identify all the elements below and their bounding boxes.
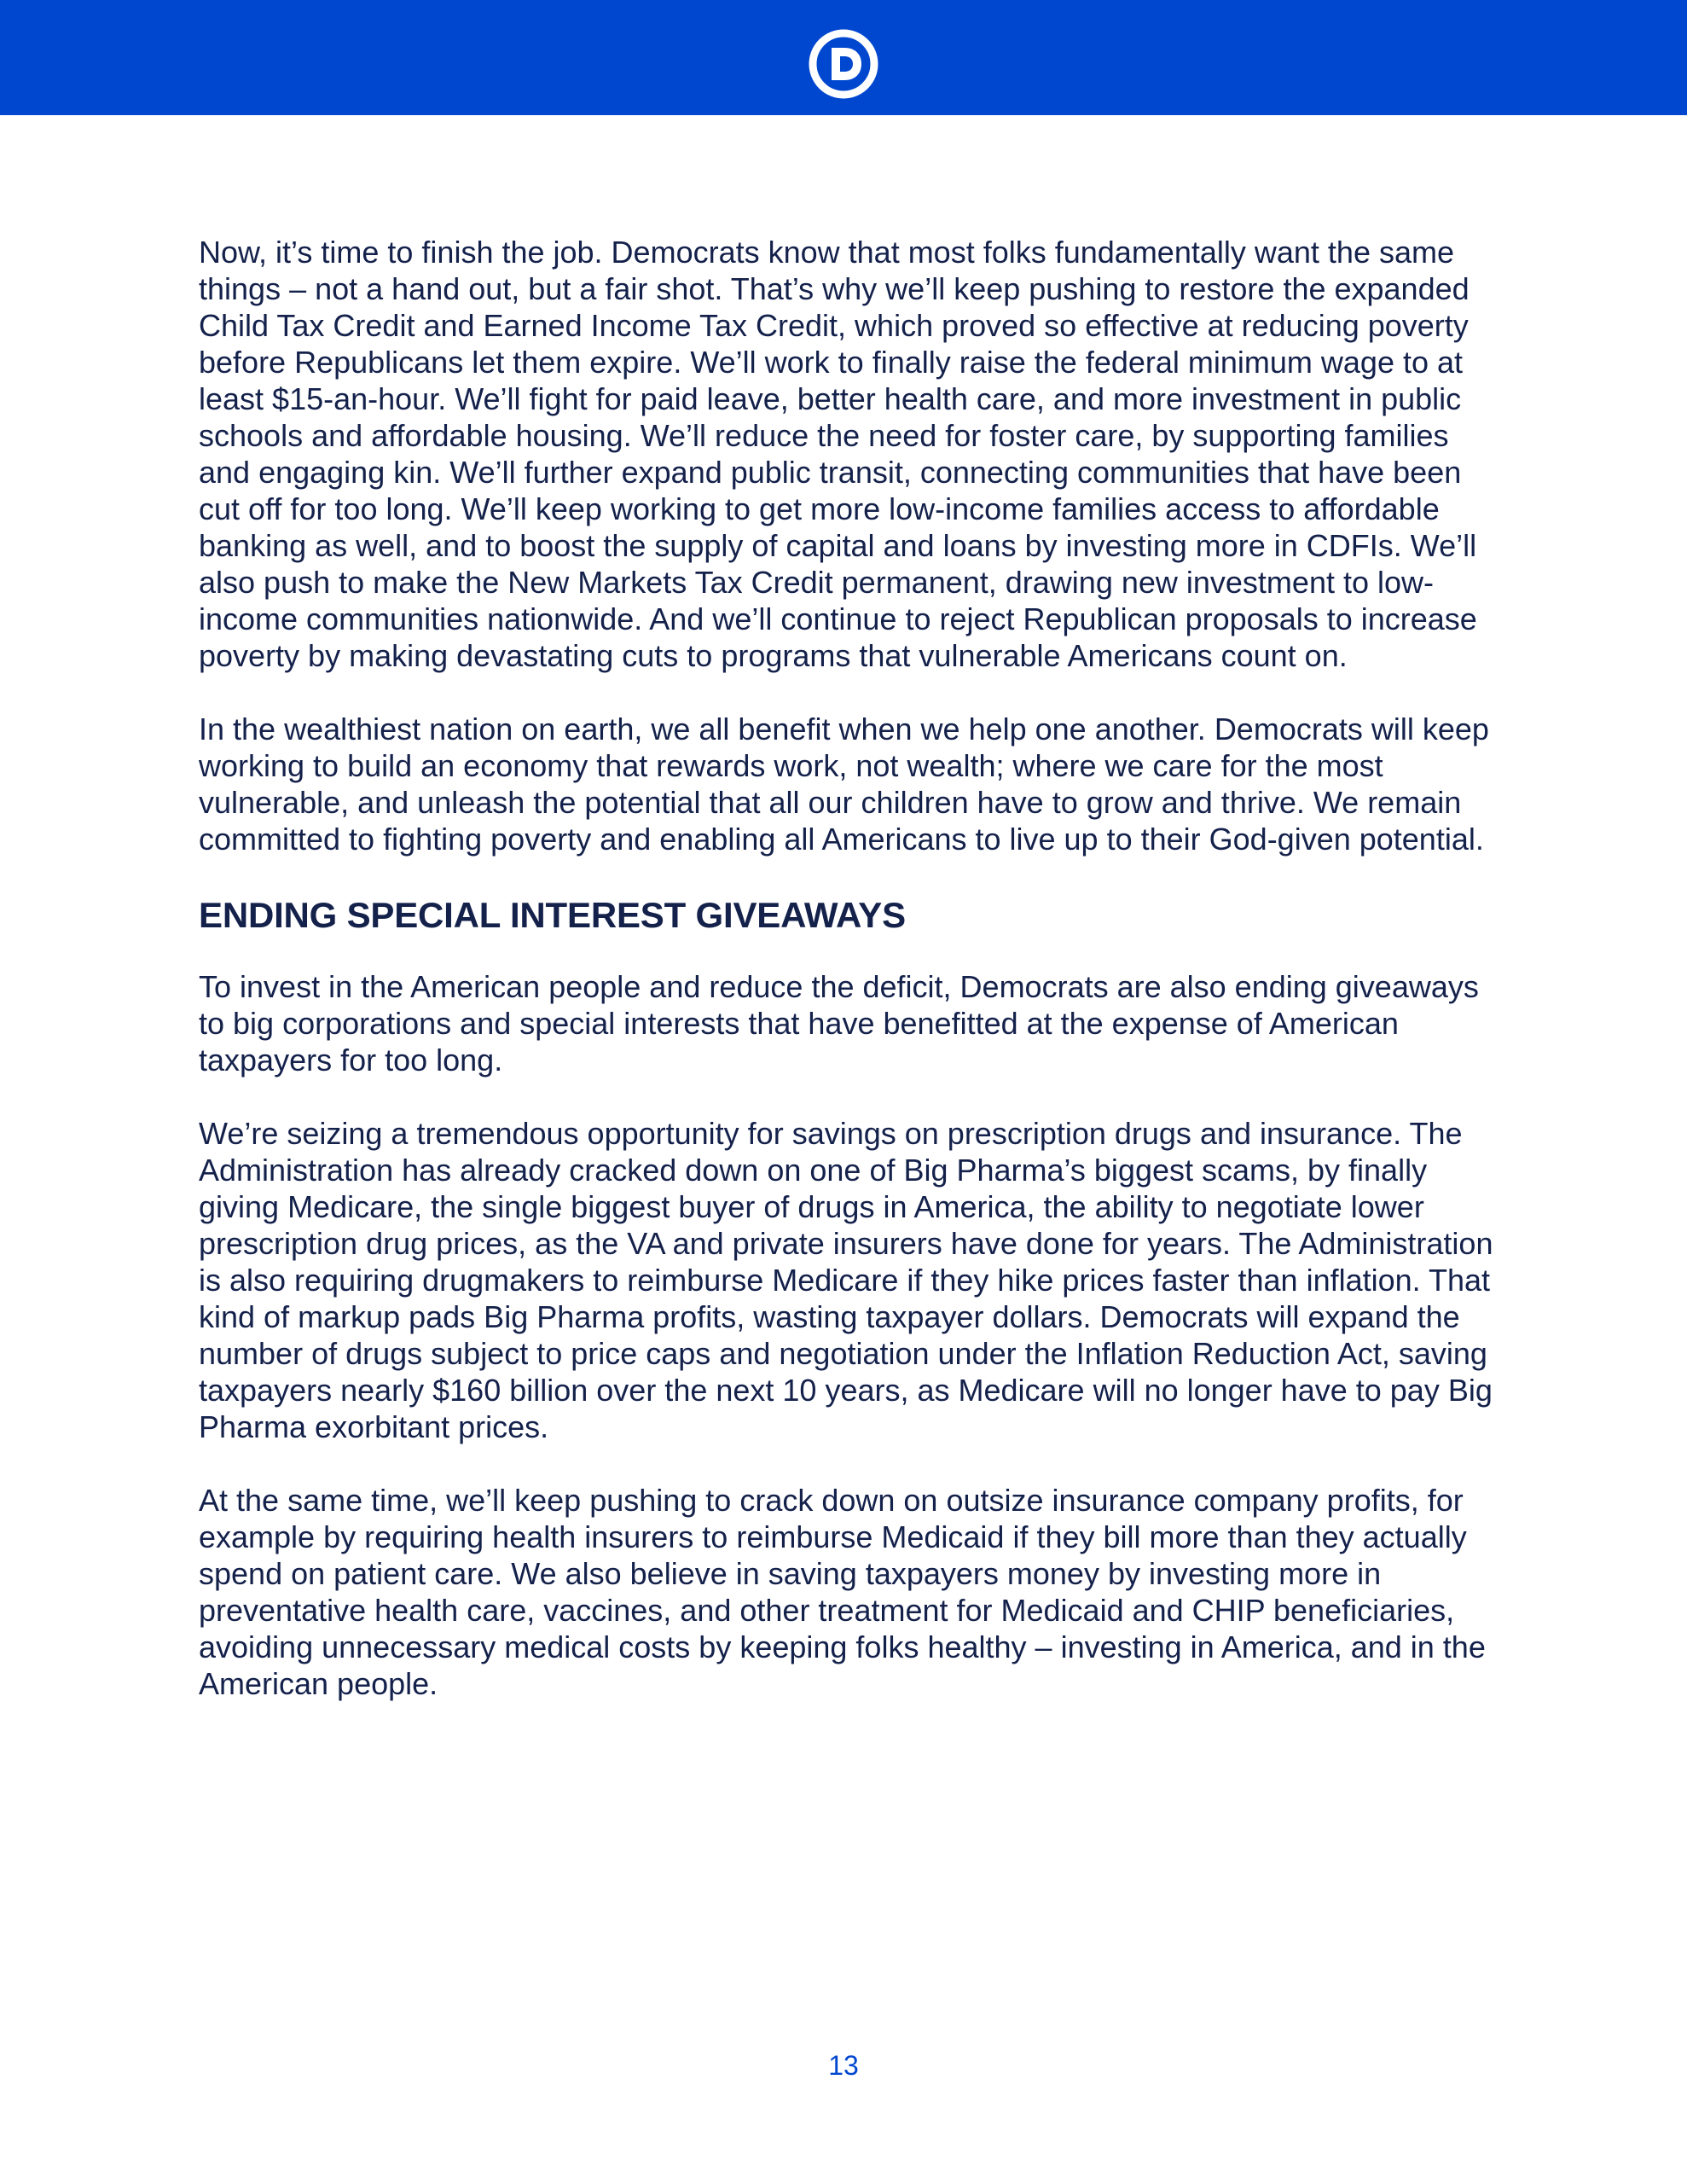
body-paragraph: Now, it’s time to finish the job. Democrats know that most folks fundamentally want the same things – not a hand out, but a fair shot. That’s why we’ll keep pushing to restore the expanded Child Tax Credit and Earned Income Tax Credit, which proved so effective at reducing poverty before Republicans let them expire. We’ll work to finally raise the federal minimum wage to at least $15-an-hour. We’ll fight for paid leave, better health care, and more investment in public schools and affordable housing. We’ll reduce the need for foster care, by supporting families and engaging kin. We’ll further expand public transit, connecting communities that have been cut off for too long. We’ll keep working to get more low-income families access to affordable banking as well, and to boost the supply of capital and loans by investing more in CDFIs. We’ll also push to make the New Markets Tax Credit permanent, drawing new investment to low-income communities nationwide. And we’ll continue to reject Republican proposals to increase poverty by making devastating cuts to programs that vulnerable Americans count on. — [199, 235, 1477, 673]
democratic-party-d-logo-icon — [808, 28, 879, 100]
body-paragraph: We’re seizing a tremendous opportunity for savings on prescription drugs and insurance. The Administration has already cracked down on one of Big Pharma’s biggest scams, by finally giving Medicare, the single biggest buyer of drugs in America, the ability to negotiate lower prescription drug prices, as the VA and private insurers have done for years. The Administration is also requiring drugmakers to reimburse Medicare if they hike prices faster than inflation. That kind of markup pads Big Pharma profits, wasting taxpayer dollars. Democrats will expand the number of drugs subject to price caps and negotiation under the Inflation Reduction Act, saving taxpayers nearly $160 billion over the next 10 years, as Medicare will no longer have to pay Big Pharma exorbitant prices. — [199, 1116, 1493, 1444]
body-paragraph: At the same time, we’ll keep pushing to crack down on outsize insurance company profits, for example by requiring health insurers to reimburse Medicaid if they bill more than they actually spend on patient care. We also believe in saving taxpayers money by investing more in preventative health care, vaccines, and other treatment for Medicaid and CHIP beneficiaries, avoiding unnecessary medical costs by keeping folks healthy – investing in America, and in the American people. — [199, 1483, 1486, 1701]
header-bar — [0, 0, 1687, 115]
page-number: 13 — [828, 2050, 859, 2081]
page-content — [199, 234, 1504, 1702]
section-heading: ENDING SPECIAL INTEREST GIVEAWAYS — [199, 895, 906, 935]
body-paragraph: In the wealthiest nation on earth, we all benefit when we help one another. Democrats will keep working to build an economy that rewards work, not wealth; where we care for the most vulnerable, and unleash the potential that all our children have to grow and thrive. We remain committed to fighting poverty and enabling all Americans to live up to their God-given potential. — [199, 712, 1489, 857]
body-paragraph: To invest in the American people and reduce the deficit, Democrats are also ending giveaways to big corporations and special interests that have benefitted at the expense of American taxpayers for too long. — [199, 969, 1479, 1077]
